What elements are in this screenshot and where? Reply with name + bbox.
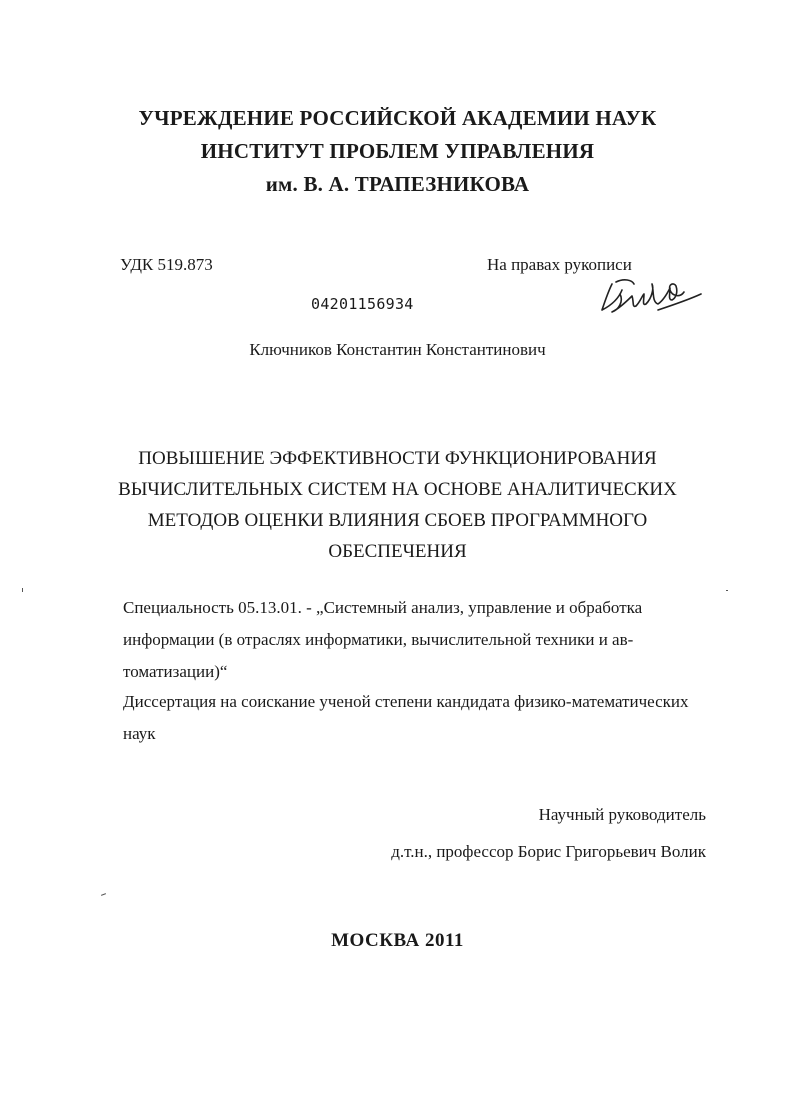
rights-note: На правах рукописи [487,255,632,274]
supervisor-label: Научный руководитель [538,805,706,824]
scan-speck [101,893,106,896]
supervisor-block [391,796,706,870]
udk-code: УДК 519.873 [120,255,213,274]
specialty-line-2: информации (в отраслях информатики, вычислительной техники и ав- [123,630,634,649]
title-line-2: ВЫЧИСЛИТЕЛЬНЫХ СИСТЕМ НА ОСНОВЕ АНАЛИТИЧЕСКИХ [118,479,677,500]
institution-line-1: УЧРЕЖДЕНИЕ РОССИЙСКОЙ АКАДЕМИИ НАУК [138,106,657,130]
specialty-paragraph [123,592,708,688]
title-line-3: МЕТОДОВ ОЦЕНКИ ВЛИЯНИЯ СБОЕВ ПРОГРАММНОГО [147,510,648,531]
dissertation-line-1: Диссертация на соискание ученой степени кандидата физико-математических [123,692,689,711]
title-line-4: ОБЕСПЕЧЕНИЯ [328,541,467,562]
dissertation-degree-paragraph [123,686,708,750]
supervisor-name: д.т.н., профессор Борис Григорьевич Волик [391,842,706,861]
author-name: Ключников Константин Константинович [249,340,546,359]
scan-speck [726,590,728,591]
specialty-line-3: томатизации)“ [123,662,228,681]
institution-header [0,102,795,201]
dissertation-title [0,443,795,567]
institution-line-3: им. В. А. ТРАПЕЗНИКОВА [265,172,530,196]
dissertation-line-2: наук [123,724,156,743]
city-year: МОСКВА 2011 [331,930,464,951]
registration-number: 04201156934 [311,295,414,313]
title-line-1: ПОВЫШЕНИЕ ЭФФЕКТИВНОСТИ ФУНКЦИОНИРОВАНИЯ [138,448,657,469]
institution-line-2: ИНСТИТУТ ПРОБЛЕМ УПРАВЛЕНИЯ [200,139,595,163]
scan-speck [22,588,23,592]
handwritten-signature [598,270,703,318]
specialty-line-1: Специальность 05.13.01. - „Системный анализ, управление и обработка [123,598,643,617]
